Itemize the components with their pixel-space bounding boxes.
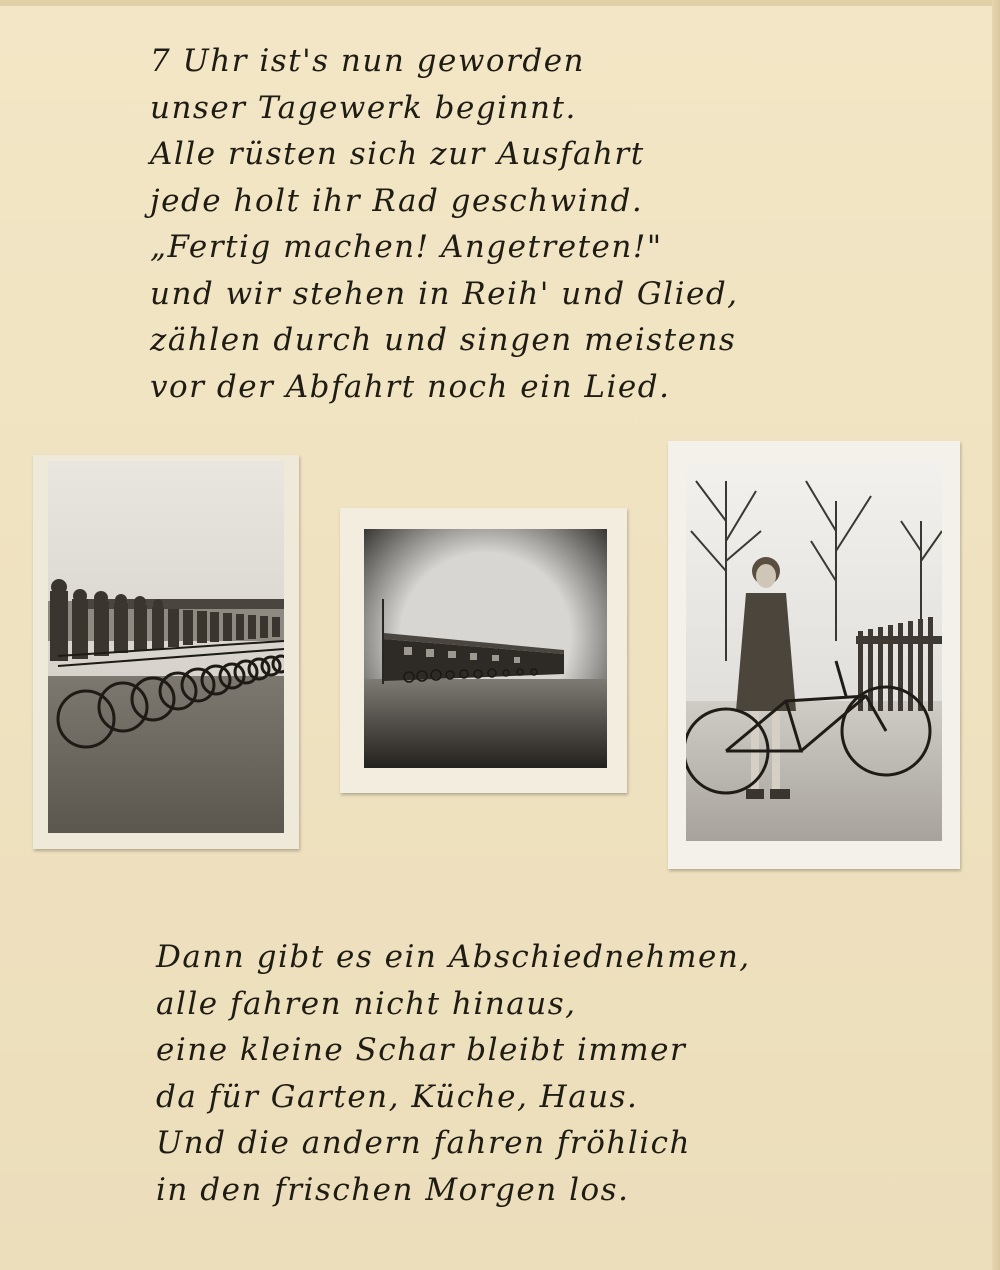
poem-bottom-line: alle fahren nicht hinaus, <box>156 985 577 1022</box>
poem-bottom-line: eine kleine Schar bleibt immer <box>156 1032 687 1068</box>
poem-bottom-line: Dann gibt es ein Abschiednehmen, <box>156 939 751 975</box>
poem-bottom <box>156 934 751 1213</box>
page-right-edge <box>992 0 1000 1270</box>
photo-woman-with-bicycle <box>686 461 942 841</box>
poem-top-line: jede holt ihr Rad geschwind. <box>150 182 644 219</box>
photo-mount-left <box>33 455 299 849</box>
poem-top-line: vor der Abfahrt noch ein Lied. <box>150 368 671 405</box>
page-top-edge <box>0 0 1000 6</box>
photo-barracks-with-bicycles <box>364 529 607 768</box>
photo-mount-right <box>668 441 960 869</box>
poem-top-line: und wir stehen in Reih' und Glied, <box>150 275 739 312</box>
poem-top-line: Alle rüsten sich zur Ausfahrt <box>150 136 645 172</box>
poem-top-line: unser Tagewerk beginnt. <box>150 89 577 126</box>
poem-bottom-line: in den frischen Morgen los. <box>156 1171 630 1208</box>
poem-bottom-line: Und die andern fahren fröhlich <box>156 1125 692 1161</box>
photo-women-row-with-bicycles <box>48 461 284 833</box>
photo-mount-center <box>340 508 627 793</box>
poem-top-line: zählen durch und singen meistens <box>150 322 737 358</box>
poem-top-line: 7 Uhr ist's nun geworden <box>150 43 586 79</box>
poem-top <box>150 38 739 410</box>
poem-bottom-line: da für Garten, Küche, Haus. <box>156 1078 639 1115</box>
poem-top-line: „Fertig machen! Angetreten!" <box>150 229 663 265</box>
